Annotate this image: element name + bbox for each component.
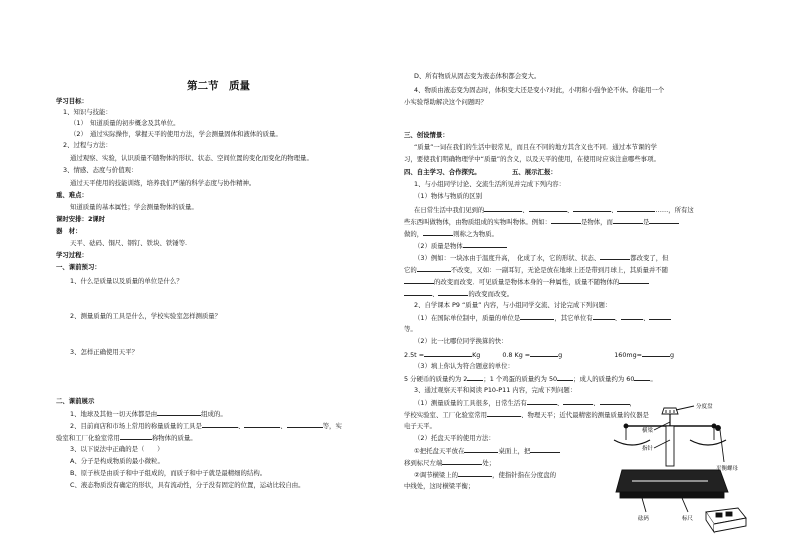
- task-1-2: （2）质量是物体: [414, 241, 507, 250]
- show-item-2-line2: 验室和工厂化验室常用 称物体的质量。: [56, 434, 197, 442]
- preview-question-1: 1、什么是质量以及质量的单位是什么？: [70, 277, 183, 285]
- task-1-line3: 做的， 则称之为物质。: [404, 230, 498, 238]
- figure-label-weights: 砝码: [638, 516, 650, 522]
- objective-1a: （1） 知道质量的初步概念及其单位。: [70, 119, 180, 127]
- blank: [557, 374, 573, 381]
- task-3-2-2: ②调节横梁上的 ，使指针指在分度盘的: [414, 471, 556, 479]
- blank: [527, 398, 557, 405]
- task-3-2-2b: 中线处，这时横梁平衡；: [404, 482, 475, 490]
- blank: [202, 421, 238, 428]
- process-heading: 学习过程：: [56, 251, 88, 259]
- task-2: 2、自学课本 P9 “质量” 内容，与小组同学交流、讨论完成下列问题：: [414, 301, 612, 309]
- figure-label-scale: 标尺: [682, 516, 694, 522]
- blank: [424, 350, 472, 357]
- task-3-2-1: ①把托盘天平放在 桌面上，把: [414, 446, 560, 455]
- blank: [649, 217, 679, 224]
- task-3-2: （2）托盘天平的使用方法：: [414, 434, 495, 442]
- objective-2-heading: 2、过程与方法：: [63, 141, 112, 149]
- blank: [458, 470, 492, 477]
- task-2-1: （1）在国际单位制中，质量的单位是 ，其它单位有 、 、: [414, 313, 671, 322]
- blank: [487, 410, 521, 417]
- blank: [244, 421, 280, 428]
- schedule: 课时安排：2课时: [56, 215, 106, 223]
- balance-scale-figure: [612, 400, 754, 550]
- task-3: 3、通过观察天平和阅读 P10-P11 内容，完成下列问题：: [414, 386, 577, 394]
- equipment-heading: 器 材：: [56, 227, 82, 235]
- objective-1-heading: 1、知识与技能：: [63, 108, 112, 116]
- blank: [442, 458, 482, 465]
- blank: [120, 433, 152, 440]
- option-c: C、液态物质没有确定的形状，具有流动性，分子没有固定的位置，运动比较自由。: [70, 481, 305, 489]
- objective-3-text: 通过天平使用的技能训练，培养我们严谨的科学态度与协作精神。: [70, 179, 256, 187]
- intro-line1: “质量”一词在我们的生活中很常见，而且在不同的地方其含义也不同．通过本节课的学: [414, 143, 658, 151]
- task-2-3-text: 5 分硬币的质量约为 2 ；1 个鸡蛋的质量约为 50 ；成人的质量约为 60 。: [404, 375, 657, 383]
- section-4-heading: 四、自主学习、合作探究。: [404, 168, 481, 176]
- question-4-line2: 小实验帮助解决这个问题吗？: [404, 98, 488, 106]
- blank: [600, 253, 630, 260]
- task-2-1-tail: 等。: [404, 325, 417, 333]
- blank: [573, 205, 611, 212]
- blank: [463, 241, 507, 248]
- page-title: 第二节 质量: [187, 80, 250, 92]
- blank: [404, 289, 432, 296]
- question-4-line1: 4、物质由液态变为固态时，体积变大还是变小?对此，小明和小强争论不休。你能用一个: [414, 86, 665, 94]
- preview-question-3: 3、怎样正确使用天平？: [70, 348, 138, 356]
- option-d: D、所有物质从固态变为液态体积都会变大。: [414, 72, 541, 80]
- blank: [621, 313, 643, 320]
- blank: [530, 446, 560, 453]
- show-item-1: 1、地球及其他一切天体都是由 组成的。: [70, 410, 227, 418]
- task-2-2: （2）比一比哪位同学换算的快：: [414, 337, 508, 345]
- task-2-3: （3）填上你认为符合题意的单位：: [414, 362, 514, 370]
- key-points-text: 知道质量的基本属性；学会测量物体的质量。: [70, 203, 198, 211]
- blank: [593, 313, 615, 320]
- blank: [520, 313, 554, 320]
- figure-label-beam: 横梁: [642, 428, 654, 434]
- objective-3-heading: 3、情感、态度与价值观：: [63, 166, 138, 174]
- show-item-2: 2、目前商店和市场上常用的称量质量的工具是 、 、 等，实: [70, 422, 342, 430]
- show-heading: 二、课前展示: [56, 397, 95, 405]
- blank: [619, 277, 649, 284]
- blank: [417, 265, 451, 272]
- blank: [157, 409, 201, 416]
- blank: [642, 350, 670, 357]
- blank: [484, 205, 522, 212]
- option-a: A、分子是构成物质的最小微粒。: [70, 457, 164, 465]
- blank: [551, 217, 581, 224]
- task-1-4: 它的 不改变，又如：一副耳钉，无论是放在地球上还是带到月球上，其质量并不随: [404, 266, 669, 274]
- blank: [613, 217, 643, 224]
- key-points-heading: 重、难点：: [56, 191, 88, 199]
- objective-2-text: 通过观察、实验，认识质量不随物体的形状、状态、空间位置的变化而变化的物理量。: [70, 154, 313, 162]
- task-1-5: 的改变而改变．可见质量是物体本身的一种属性，质量不随物体的: [404, 277, 649, 286]
- task-1-line2: 些东西叫做物体，由物质组成的实物叫物体。例如： 是物体，而 是: [404, 217, 679, 226]
- blank: [649, 313, 671, 320]
- section-3-heading: 三、创设情景：: [404, 131, 449, 139]
- blank: [467, 374, 483, 381]
- blank: [423, 229, 453, 236]
- blank: [438, 289, 468, 296]
- task-1-6: 、 的改变而改变。: [404, 289, 513, 298]
- show-item-3: 3、以下说法中正确的是（ ）: [70, 445, 164, 453]
- equipment-text: 天平、砝码、铜尺、钢钉、铁块、铁锤等.: [70, 239, 188, 247]
- figure-label-dial: 分度盘: [696, 404, 713, 410]
- objectives-heading: 学习目标：: [56, 97, 88, 105]
- task-3-1: （1）测量质量的工具很多，日常生活有 、 、 ，: [414, 399, 636, 407]
- task-1-3: （3）例如：一块冰由于温度升高， 化成了水，它的形状、状态、 都改变了，但: [414, 254, 669, 262]
- intro-line2: 习，要使我们明确物理学中“质量”的含义，以及天平的使用，在使用时应该注意哪些事项。: [404, 155, 660, 163]
- blank: [563, 398, 593, 405]
- blank: [287, 421, 323, 428]
- blank: [529, 205, 567, 212]
- blank: [464, 446, 498, 453]
- conversion-row: 2.5t = Kg 0.8 Kg = g 160mg= g: [404, 351, 675, 359]
- blank: [634, 374, 650, 381]
- task-1-line1: 在日常生活中我们见到的 、 、 、 ……，所有这: [414, 206, 694, 214]
- figure-label-nut: 平衡螺母: [716, 466, 739, 472]
- task-3-1c: 电子天平。: [404, 422, 436, 430]
- section-5-heading: 五、展示汇报：: [512, 168, 557, 176]
- preview-question-2: 2、测量质量的工具是什么，学校实验室怎样测质量？: [70, 312, 222, 320]
- task-1: 1、与小组同学讨论、交流生活所见并完成下列内容：: [414, 180, 566, 188]
- task-3-2-1b: 移到标尺左端 处；: [404, 459, 496, 467]
- option-b: B、原子核是由质子和中子组成的，而质子和中子就是最精细的结构。: [70, 469, 267, 477]
- blank: [617, 205, 655, 212]
- preview-heading: 一、课前预习：: [56, 263, 101, 271]
- figure-label-pointer: 指针: [642, 446, 654, 452]
- task-3-1b: 学校实验室、工厂化验室常用 、物理天平；近代最精密的测量质量的仪器是: [404, 411, 649, 419]
- task-1-sub: （1）物体与物质的区别: [414, 192, 482, 200]
- objective-1b: （2） 通过实际操作，掌握天平的使用方法，学会测量固体和液体的质量。: [70, 130, 282, 138]
- blank: [530, 350, 558, 357]
- blank: [404, 277, 434, 284]
